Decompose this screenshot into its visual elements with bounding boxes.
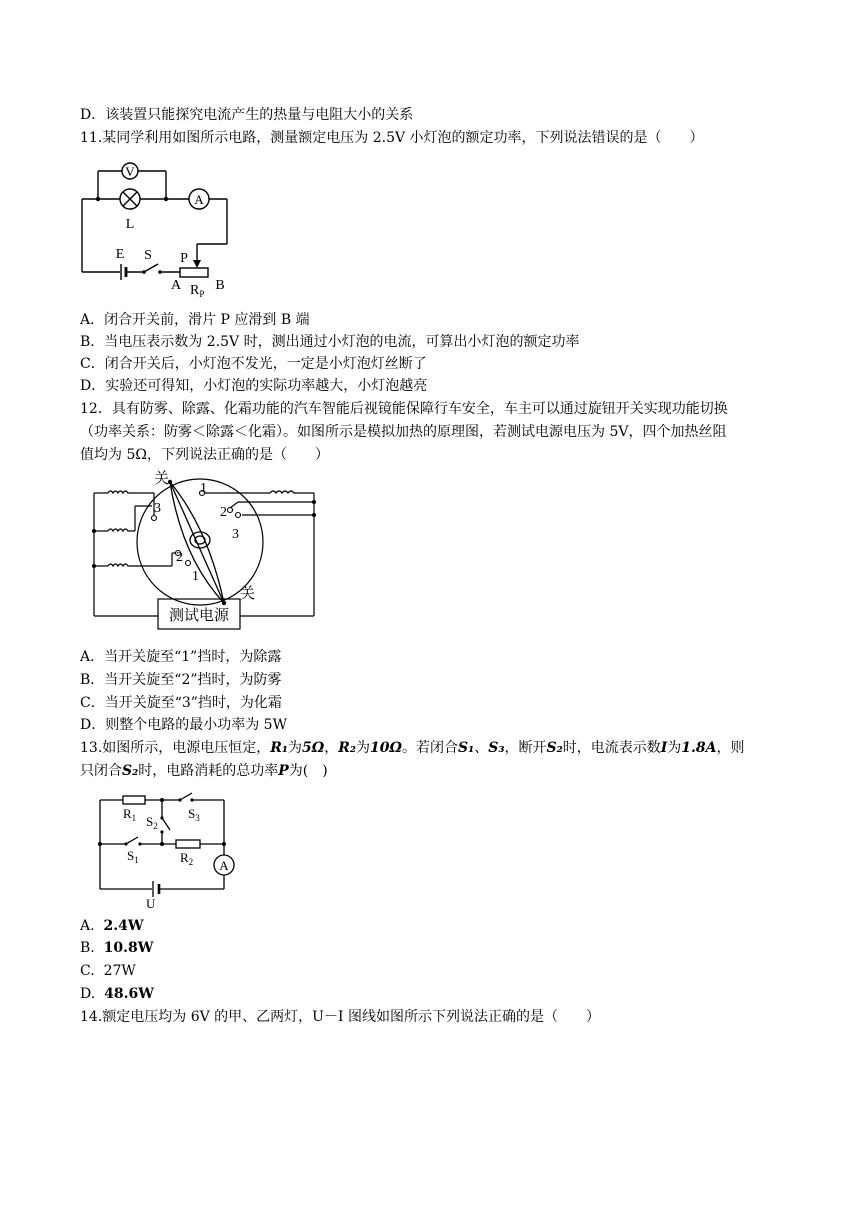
heater-coil-left-3: [108, 564, 130, 566]
q11-option-d: D．实验还可得知，小灯泡的实际功率越大，小灯泡越亮: [80, 378, 428, 394]
svg-text:A: A: [194, 192, 204, 207]
resistor-r1: [123, 796, 145, 804]
slider-label: P: [180, 251, 188, 266]
q12-stem-line-2: （功率关系：防雾＜除露＜化霜）。如图所示是模拟加热的原理图，若测试电源电压为 5V，四个加热丝阻: [80, 424, 727, 440]
q11-stem: 11.某同学利用如图所示电路，测量额定电压为 2.5V 小灯泡的额定功率，下列说法错误的是（ ）: [80, 130, 704, 146]
end-b-label: B: [215, 278, 225, 293]
svg-text:A: A: [219, 858, 229, 873]
switch-s2: [160, 816, 170, 833]
q13-option-a: A. 2.4W: [80, 918, 144, 934]
q11-option-b: B．当电压表示数为 2.5V 时，测出通过小灯泡的电流，可算出小灯泡的额定功率: [80, 334, 580, 350]
q14-stem: 14.额定电压均为 6V 的甲、乙两灯，U－I 图线如图所示下列说法正确的是（ ）: [80, 1009, 600, 1025]
contact-label-top-1: 1: [200, 481, 207, 496]
current-value: 1.8A: [681, 740, 717, 756]
switch-s1: [124, 837, 141, 846]
rotary-knob: [170, 482, 224, 603]
switch-symbol: [142, 264, 162, 274]
test-power-source-label: 测试电源: [168, 608, 230, 624]
voltmeter-symbol: [122, 163, 138, 179]
r1-label: $R_1$: [123, 806, 137, 823]
s2-label: $S_2$: [146, 814, 158, 831]
contact-label-bottom-1: 1: [192, 569, 199, 584]
q13-option-c: C. 27W: [80, 963, 136, 979]
battery-symbol: [153, 881, 159, 897]
battery-symbol: [121, 264, 126, 280]
q11-option-c: C．闭合开关后，小灯泡不发光，一定是小灯泡灯丝断了: [80, 356, 427, 372]
q13-circuit-figure: [96, 794, 246, 910]
switch-off-label-top: 关: [154, 471, 170, 487]
battery-label: E: [115, 247, 125, 262]
contact-label-right-2: 2: [220, 505, 227, 520]
r1-value: 5Ω: [302, 740, 325, 756]
heater-coil-left-1: [108, 491, 130, 493]
q13-stem-line-1: 13.如图所示，电源电压恒定，R₁为5Ω，R₂为10Ω。若闭合S₁、S₃，断开S₂时，电流表示数I为1.8A，则: [80, 740, 745, 756]
q10-option-d: D．该装置只能探究电流产生的热量与电阻大小的关系: [80, 107, 414, 123]
heater-coil-right: [270, 491, 296, 493]
r2-label: $R_2$: [180, 850, 194, 867]
rheostat-label: $R_P$: [190, 283, 205, 299]
q12-rotary-switch-figure: [90, 468, 330, 640]
lamp-label: L: [125, 217, 135, 232]
q12-option-d: D．则整个电路的最小功率为 5W: [80, 717, 287, 733]
end-a-label: A: [170, 278, 182, 293]
svg-text:V: V: [125, 164, 135, 179]
contact-label-bottom-2: 2: [176, 550, 183, 565]
q11-circuit-figure: [80, 158, 240, 298]
ammeter-symbol: [214, 855, 234, 875]
contact-label-left-3: 3: [154, 501, 161, 516]
q12-option-c: C．当开关旋至“3”挡时，为化霜: [80, 695, 282, 711]
resistor-r2: [176, 840, 200, 848]
contact-label-right-3: 3: [232, 527, 239, 542]
switch-off-label-bottom: 关: [240, 586, 256, 602]
s3-label: $S_3$: [188, 806, 200, 823]
q12-option-a: A．当开关旋至“1”挡时，为除露: [80, 649, 282, 665]
q11-option-a: A．闭合开关前，滑片 P 应滑到 B 端: [80, 312, 310, 328]
switch-label: S: [144, 248, 152, 263]
q12-stem-line-1: 12．具有防雾、除露、化霜功能的汽车智能后视镜能保障行车安全，车主可以通过旋钮开关实现功能切换: [80, 401, 728, 417]
r1-symbol: R₁: [270, 740, 289, 756]
switch-s3: [178, 793, 193, 802]
r2-symbol: R₂: [338, 740, 357, 756]
q12-option-b: B．当开关旋至“2”挡时，为防雾: [80, 672, 282, 688]
lamp-symbol: [120, 189, 140, 209]
ammeter-symbol: [189, 189, 209, 209]
q12-stem-line-3: 值均为 5Ω，下列说法正确的是（ ）: [80, 447, 329, 463]
q13-option-d: D. 48.6W: [80, 986, 154, 1002]
r2-value: 10Ω: [370, 740, 402, 756]
q13-stem-line-2: 只闭合S₂时，电路消耗的总功率P为( ): [80, 763, 328, 779]
s1-label: $S_1$: [127, 848, 139, 865]
q13-option-b: B. 10.8W: [80, 940, 154, 956]
source-label: U: [146, 896, 156, 911]
heater-coil-left-2: [108, 529, 130, 531]
